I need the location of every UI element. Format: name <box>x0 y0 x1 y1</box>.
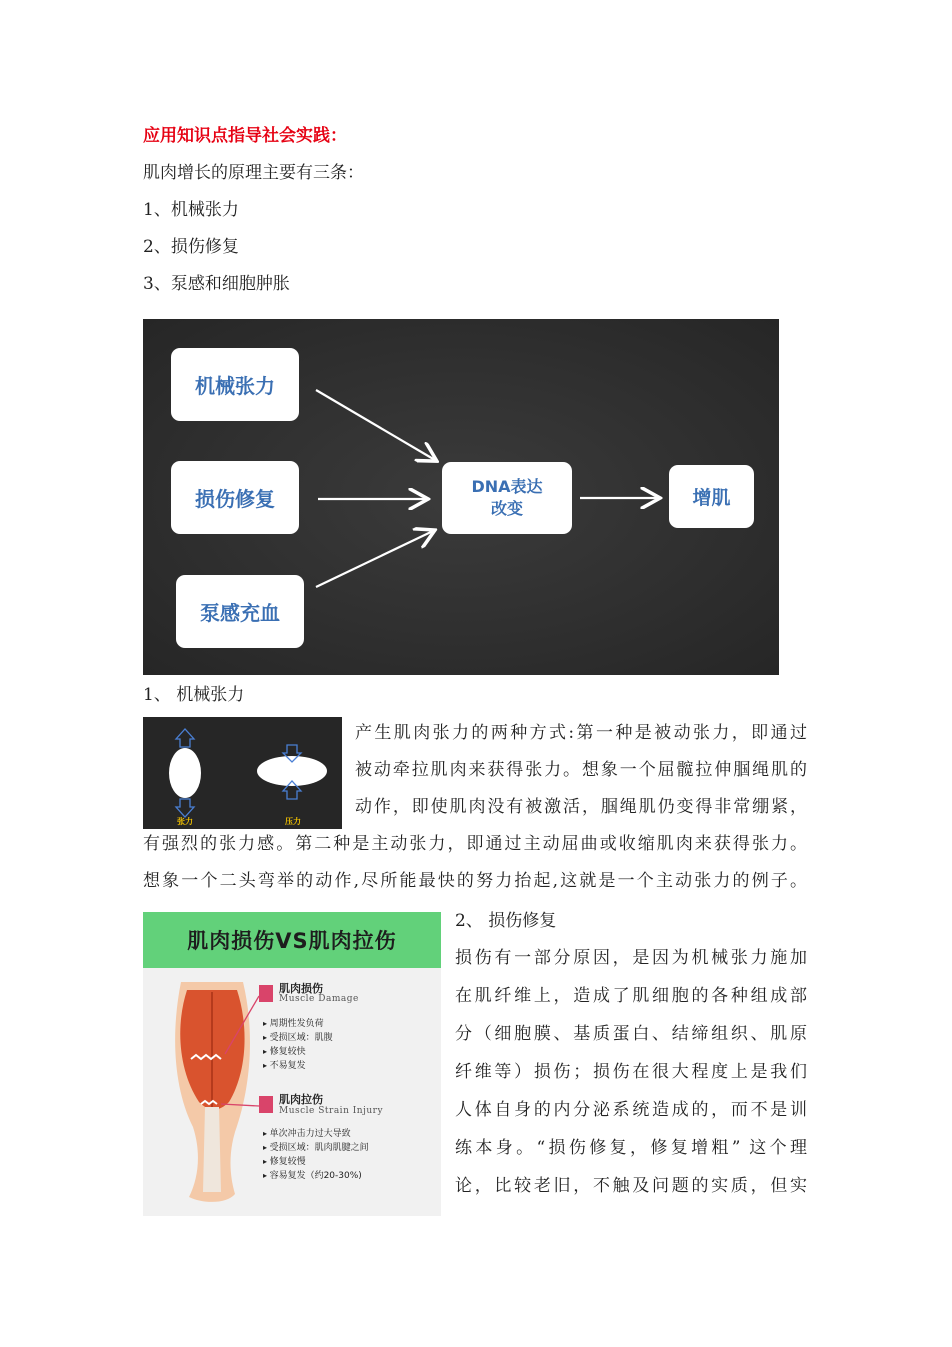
principle-item: 2、损伤修复 <box>143 237 239 257</box>
arrow <box>316 390 435 460</box>
section-heading: 应用知识点指导社会实践： <box>143 126 347 146</box>
muscle-damage-vs-strain-figure <box>143 912 441 1216</box>
tendon-shape <box>203 1107 221 1192</box>
damage-marker-icon <box>259 985 273 1002</box>
list-item: ▸ 单次冲击力过大导致 <box>263 1127 369 1141</box>
strain-title: 肌肉拉伤 <box>279 1093 323 1106</box>
list-item: ▸ 受损区域：肌腹 <box>263 1031 333 1045</box>
section2-title: 2、 损伤修复 <box>455 911 557 931</box>
list-item: ▸ 受损区域：肌肉肌腱之间 <box>263 1141 369 1155</box>
damage-title: 肌肉损伤 <box>279 982 323 995</box>
figure-header: 肌肉损伤VS肌肉拉伤 <box>143 912 441 968</box>
paragraph-line: 在肌纤维上，造成了肌细胞的各种组成部 <box>455 986 807 1006</box>
list-item: ▸ 容易复发（约20-30%) <box>263 1169 369 1183</box>
dna-line1: DNA表达 <box>471 477 543 496</box>
box-muscle-gain: 增肌 <box>669 465 754 528</box>
strain-marker-icon <box>259 1096 273 1113</box>
down-arrow-icon <box>176 799 194 817</box>
paragraph-line: 人体自身的内分泌系统造成的，而不是训 <box>455 1100 807 1120</box>
tension-label: 张力 <box>177 817 193 826</box>
dna-line2: 改变 <box>490 499 523 518</box>
strain-subtitle: Muscle Strain Injury <box>279 1106 384 1116</box>
muscle-growth-diagram <box>143 319 779 675</box>
pressure-label: 压力 <box>285 817 301 826</box>
box-mechanical-tension: 机械张力 <box>171 348 299 421</box>
intro-text: 肌肉增长的原理主要有三条： <box>143 163 364 183</box>
paragraph-line: 产生肌肉张力的两种方式:第一种是被动张力，即通过 <box>355 723 807 743</box>
list-item: ▸ 修复较慢 <box>263 1155 369 1169</box>
paragraph-line: 想象一个二头弯举的动作,尽所能最快的努力抬起,这就是一个主动张力的例子。 <box>143 871 807 891</box>
box-damage-repair: 损伤修复 <box>171 461 299 534</box>
box-pump: 泵感充血 <box>176 575 304 648</box>
damage-points <box>263 1017 333 1073</box>
principle-item: 3、泵感和细胞肿胀 <box>143 274 290 294</box>
strain-points <box>263 1127 369 1183</box>
tension-figure <box>143 717 342 829</box>
box-dna-expression <box>442 462 572 534</box>
list-item: ▸ 周期性发负荷 <box>263 1017 333 1031</box>
paragraph-line: 练本身。“损伤修复，修复增粗” 这个理 <box>455 1138 807 1158</box>
paragraph-line: 被动牵拉肌肉来获得张力。想象一个屈髋拉伸腘绳肌的 <box>355 760 807 780</box>
paragraph-line: 论，比较老旧，不触及问题的实质，但实 <box>455 1176 807 1196</box>
stretched-muscle-shape <box>169 748 201 798</box>
paragraph-line: 损伤有一部分原因，是因为机械张力施加 <box>455 948 807 968</box>
principle-item: 1、机械张力 <box>143 200 239 220</box>
up-arrow-icon <box>176 729 194 747</box>
paragraph-line: 有强烈的张力感。第二种是主动张力，即通过主动屈曲或收缩肌肉来获得张力。 <box>143 834 807 854</box>
section1-title: 1、 机械张力 <box>143 685 245 705</box>
list-item: ▸ 不易复发 <box>263 1059 333 1073</box>
paragraph-line: 分（细胞膜、基质蛋白、结缔组织、肌原 <box>455 1024 807 1044</box>
list-item: ▸ 修复较快 <box>263 1045 333 1059</box>
paragraph-line: 动作，即使肌肉没有被激活，腘绳肌仍变得非常绷紧， <box>355 797 807 817</box>
damage-subtitle: Muscle Damage <box>279 994 359 1004</box>
arrow <box>316 531 433 587</box>
paragraph-line: 纤维等）损伤；损伤在很大程度上是我们 <box>455 1062 807 1082</box>
tension-graphic <box>143 717 342 829</box>
